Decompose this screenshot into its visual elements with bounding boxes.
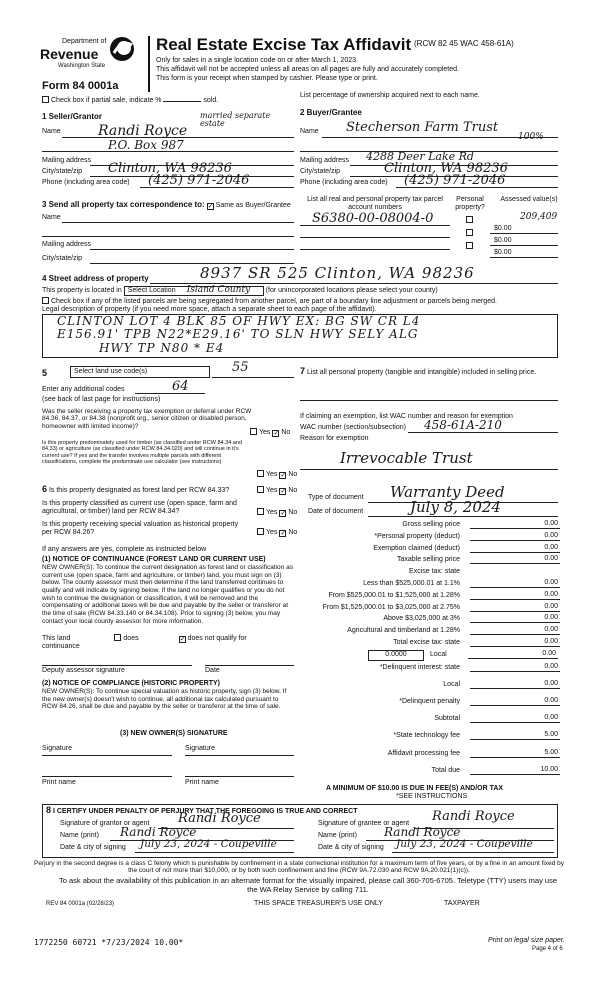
tax-total-label: Local [443,681,460,689]
s3-mail-label: Mailing address [42,241,92,248]
tax-total-row [300,749,560,760]
cert-heading: 8 I CERTIFY UNDER PENALTY OF PERJURY THAT THE FOREGOING IS TRUE AND CORRECT [46,805,358,815]
tax-value[interactable]: 0.00 [470,579,560,588]
tax-label: *Personal property (deduct) [374,532,460,540]
this-land-row: This land does ✓ does not qualify for [42,635,247,643]
current-use-yn: Yes ✓ No [257,508,297,517]
tax-row [300,603,560,614]
tax-total-row [300,680,560,691]
tax-total-row [300,714,560,725]
tax-value[interactable]: 0.00 [470,603,560,612]
additional-codes-field[interactable] [135,393,205,394]
additional-code: 64 [172,379,189,394]
owner-sig-2[interactable] [185,755,294,756]
grantor-sig-label: Signature of grantor or agent [60,820,150,827]
tax-total-row [300,731,560,742]
tax-label: Above $3,025,000 at 3% [383,615,460,623]
s7-heading: 7 List all personal property (tangible and intangible) included in selling price. [300,366,537,376]
assessed-3[interactable]: $0.00 [490,249,558,258]
tax-total-value[interactable]: 0.00 [470,714,560,723]
see-instr: *SEE INSTRUCTIONS [396,793,468,800]
tax-total-label: Total due [431,766,460,774]
legal-label: Legal description of property (if you need more space, attach a separate sheet to each page of the affidavit). [42,306,377,313]
grantee-dc-field[interactable] [392,852,554,853]
s3-mail-field[interactable] [90,249,294,250]
s3-heading: 3 Send all property tax correspondence to: ✓ Same as Buyer/Grantee [42,200,291,210]
legal-description-box[interactable] [42,314,558,358]
see-instructions: (see back of last page for instructions) [42,396,161,403]
deputy-sig-label: Deputy assessor signature [42,667,125,674]
tax-value[interactable]: 0.00 [470,591,560,600]
same-as-buyer-checkbox[interactable]: ✓ [207,203,214,210]
s6-q2: Is this property classified as current use (open space, farm and agricultural, or timber) land per RCW 84.34? [42,500,237,516]
tax-row [300,567,560,578]
tax-label: Excise tax: state [409,568,460,576]
tax-total-label: Affidavit processing fee [387,749,460,757]
assessed-1-hw: 209,409 [520,212,558,222]
historic-yes[interactable] [257,528,264,535]
seller-status: married separate estate [200,111,271,128]
seller-name: Randi Royce [98,123,188,139]
tax-total-label: Subtotal [434,715,460,723]
tax-label: Taxable selling price [396,556,460,564]
treasurer-note: THIS SPACE TREASURER'S USE ONLY [254,900,383,907]
subtitle-1: Only for sales in a single location code on or after March 1, 2023. [156,57,358,64]
assessed-1[interactable]: $0.00 [490,225,558,234]
owner-sig-2-label: Signature [185,745,215,752]
local-label: Local [430,651,447,658]
tax-value[interactable]: 0.00 [470,638,560,647]
personal-header: Personal property? [455,196,485,212]
legal-line-2: E156.91' TPB N22*E29.16' TO SLN HWY SELY ALG [57,327,419,341]
seller-name-label: Name [42,128,61,135]
tax-total-value[interactable]: 0.00 [470,680,560,689]
dept-revenue: Revenue [40,46,99,62]
current-use-no[interactable]: ✓ [280,510,287,517]
exemption-question: Was the seller receiving a property tax exemption or deferral under RCW 84.36, 84.37, or 84.38 (nonprofit org., senior citizen or disabled person, homeowner with limited income)? [42,408,252,430]
grantor-dc-field[interactable] [135,852,294,853]
seller-po-box: P.O. Box 987 [108,138,184,152]
tax-value[interactable]: 0.00 [470,614,560,623]
seller-phone-label: Phone (including area code) [42,179,130,186]
tax-row [300,544,560,555]
legal-line-3: HWY TP N80 * E4 [99,341,225,355]
segregation-row: Check box if any of the listed parcels are being segregated from another parcel, are part of a boundary line adjustment or parcels being merged. [42,297,497,306]
wac-number: 458-61A-210 [424,418,502,432]
partial-sale: Check box if partial sale, indicate % sold. [42,96,218,105]
notice-2-text: NEW OWNER(S): To continue special valuation as historic property, sign (3) below. If the new owner(s) doesn't wish to continue, all additional tax calculated pursuant to RCW 84.26, shall be due and payable by the seller or transferor at the time of sale. [42,688,287,711]
buyer-name-label: Name [300,128,319,135]
s3-name-field-2[interactable] [42,236,294,237]
street-address: 8937 SR 525 Clinton, WA 98236 [200,264,475,282]
deputy-date-field[interactable] [205,665,294,666]
tax-total-label: *Delinquent penalty [399,698,460,706]
tax-row [300,579,560,590]
tax-total-value[interactable]: 10.00 [470,766,560,775]
seller-heading: 1 Seller/Grantor [42,112,103,121]
percent-field[interactable] [163,101,201,102]
tax-label: Total excise tax: state [393,639,460,646]
tax-value[interactable]: 0.00 [470,520,560,529]
notice-1-heading: (1) NOTICE OF CONTINUANCE (FOREST LAND OR CURRENT USE) [42,556,266,563]
tax-label: Gross selling price [402,521,460,528]
buyer-mail: 4288 Deer Lake Rd [366,150,474,163]
s6-q1: 6 Is this property designated as forest land per RCW 84.33? [42,484,230,494]
land-use-underline [212,377,294,378]
forest-yes[interactable] [257,486,264,493]
grantee-dc-label: Date & city of signing [318,844,384,851]
personal-property-field[interactable] [300,400,558,401]
notice-3-heading: (3) NEW OWNER(S) SIGNATURE [120,730,228,737]
notice-2-heading: (2) NOTICE OF COMPLIANCE (HISTORIC PROPERTY) [42,680,220,687]
rev-number: REV 84 0001a (02/28/23) [46,901,115,907]
doc-type: Warranty Deed [390,483,505,501]
owner-pn-2-label: Print name [185,779,219,786]
reason-text: Irrevocable Trust [340,449,473,467]
s3-name-label: Name [42,214,61,221]
parcel-number: S6380-00-08004-0 [312,211,434,226]
tax-row [300,638,560,649]
additional-codes-label: Enter any additional codes [42,386,125,393]
tax-total-value[interactable]: 5.00 [470,749,560,758]
forest-no[interactable]: ✓ [280,488,287,495]
parcel-field-2[interactable] [300,237,450,238]
tax-total-row [300,697,560,708]
dept-of: Department of [62,38,107,45]
grantor-sig: Randi Royce [178,811,261,826]
owner-sig-1-label: Signature [42,745,72,752]
perjury-note: Perjury in the second degree is a class C felony which is punishable by confinement in a state correctional institution for a maximum term of five years, or by a fine in an amount fixed by the court of not more than $10,000, or by both such confinement and fine (RCW 9A.72.030 and RCW 9A.20.021(1)(c)). [34,860,565,875]
page-number: Page 4 of 6 [532,946,563,952]
buyer-mail-label: Mailing address [300,157,350,164]
location-select[interactable]: Select Location Island County [124,286,264,296]
deputy-sig-field[interactable] [42,665,192,666]
tax-value[interactable]: 0.00 [470,532,560,541]
receipt-stamp: 1772250 60721 *7/23/2024 10.00* [34,938,184,947]
reason-label: Reason for exemption [300,435,369,442]
grantee-np: Randi Royce [384,825,461,839]
does-not-qualify-checkbox[interactable]: ✓ [179,636,186,643]
seller-city: Clinton, WA 98236 [108,161,232,176]
tax-label: From $525,000.01 to $1,525,000 at 1.28% [328,591,460,599]
timber-yn: Yes ✓ No [257,470,297,479]
owner-pn-1[interactable] [42,776,172,777]
local-value: 0.00 [468,650,558,659]
owner-pn-1-label: Print name [42,779,76,786]
alt-format-note: To ask about the availability of this publication in an alternate format for the visually impaired, please call 360-705-6705. Teletype (TTY) users may use the WA Relay Service by calling 711. [58,876,558,894]
dor-logo [40,30,140,78]
grantor-dc-label: Date & city of signing [60,844,126,851]
buyer-city-label: City/state/zip [300,168,341,175]
tax-total-label: *Delinquent interest: state [379,664,460,671]
tax-row [300,520,560,531]
tax-label: From $1,525,000.01 to $3,025,000 at 2.75% [322,603,460,611]
exempt-label: If claiming an exemption, list WAC number and reason for exemption [300,413,513,420]
timber-question: Is this property predominately used for timber (as classified under RCW 84.34 and 84.33) or agriculture (as classified under RCW 84.34.020) and will continue in it's current use? If yes and the transfer involves multiple parcels with different classifications, complete the predominate use calculator (see instructions) [42,440,242,465]
continuance-label: continuance [42,643,80,650]
buyer-phone: (425) 971-2046 [404,173,506,188]
seller-phone: (425) 971-2046 [148,173,250,188]
grantor-np: Randi Royce [120,825,197,839]
exemption-no[interactable]: ✓ [273,430,280,437]
historic-no[interactable]: ✓ [280,530,287,537]
dor-swirl-icon [108,35,136,63]
tax-row [300,626,560,637]
parcel-field-3[interactable] [300,249,450,250]
s6-q3: Is this property receiving special valuation as historical property per RCW 84.26? [42,521,239,537]
tax-total-row [300,663,560,674]
exemption-yes[interactable] [250,428,257,435]
tax-row [300,532,560,543]
deputy-date-label: Date [205,667,220,674]
buyer-heading: 2 Buyer/Grantee [300,108,362,117]
doc-type-label: Type of document [308,494,364,501]
does-qualify-checkbox[interactable] [114,634,121,641]
seller-city-label: City/state/zip [42,168,83,175]
tax-total-value[interactable]: 5.00 [470,731,560,740]
grantee-sig-label: Signature of grantee or agent [318,820,410,827]
dept-state: Washington State [58,63,106,69]
personal-checkbox-2[interactable] [466,229,473,236]
legal-line-1: CLINTON LOT 4 BLK 85 OF HWY EX: BG SW CR L4 [57,314,421,328]
legal-paper-note: Print on legal size paper. [488,937,565,944]
tax-total-label: *State technology fee [393,732,460,740]
current-use-yes[interactable] [257,508,264,515]
partial-sale-checkbox[interactable] [42,96,49,103]
taxpayer-note: TAXPAYER [444,900,480,907]
buyer-name: Stecherson Farm Trust [346,120,499,135]
tax-label: Less than $525,000.01 at 1.1% [363,580,460,587]
tax-row [300,614,560,625]
timber-no[interactable]: ✓ [280,472,287,479]
tax-label: Exemption claimed (deduct) [373,544,460,552]
s3-city-label: City/state/zip [42,255,83,262]
owner-sig-1[interactable] [42,755,172,756]
land-use-code: 55 [232,360,249,375]
historic-yn: Yes ✓ No [257,528,297,537]
street-address-field[interactable] [150,283,558,284]
buyer-city: Clinton, WA 98236 [384,161,508,176]
assessed-2[interactable]: $0.00 [490,237,558,246]
subtitle-2: This affidavit will not be accepted unless all areas on all pages are fully and accurately completed. [156,66,459,73]
s5-num: 5 [42,368,48,378]
header-divider [148,36,150,92]
parcel-header: List all real and personal property tax parcel account numbers [307,196,443,212]
s3-name-field[interactable] [62,222,294,223]
s4-heading: 4 Street address of property [42,274,149,283]
subtitle-3: This form is your receipt when stamped by cashier. Please type or print. [156,75,378,82]
minimum-note: A MINIMUM OF $10.00 IS DUE IN FEE(S) AND/OR TAX [326,785,504,792]
ownership-note: List percentage of ownership acquired next to each name. [300,92,480,99]
form-title: Real Estate Excise Tax Affidavit [156,35,412,54]
notice-1-text: NEW OWNER(S): To continue the current designation as forest land or classification as current use (open space, farm and agriculture, or timber) land, you must sign on (3) below. The county assessor must then determine if the land transferred continues to qualify and will indicate by signing below. If the land no longer qualifies or you do not wish to continue the designation or classification, it will be removed and the compensating or additional taxes will be due and payable by the seller or transferor at the time of sale (RCW 84.33.140 or 84.34.108). Prior to signing (3) below, you may contact your local county assessor for more information. [42,564,293,625]
personal-checkbox-1[interactable] [466,216,473,223]
grantee-np-label: Name (print) [318,832,357,839]
form-rcw: (RCW 82 45 WAC 458-61A) [414,39,514,48]
grantor-dc: July 23, 2024 - Coupeville [140,838,277,850]
grantee-sig: Randi Royce [432,809,515,824]
tax-label: Agricultural and timberland at 1.28% [347,627,460,635]
tax-value[interactable]: 0.00 [470,626,560,635]
tax-total-row [300,766,560,777]
tax-total-value[interactable]: 0.00 [470,663,560,672]
if-yes-note: If any answers are yes, complete as instructed below [42,546,207,553]
land-use-select[interactable]: Select land use code(s) [70,366,210,378]
wac-label: WAC number (section/subsection) [300,424,406,431]
exemption-yn: Yes ✓ No [250,428,290,437]
tax-row [300,555,560,566]
buyer-phone-label: Phone (including area code) [300,179,388,186]
grantor-np-label: Name (print) [60,832,99,839]
seller-mail-label: Mailing address [42,157,92,164]
segregation-checkbox[interactable] [42,297,49,304]
local-rate-box[interactable]: 0.0000 [368,650,424,661]
grantee-dc: July 23, 2024 - Coupeville [396,838,533,850]
buyer-percent: 100% [518,132,544,142]
personal-checkbox-3[interactable] [466,242,473,249]
assessed-header: Assessed value(s) [500,196,558,203]
located-row: This property is located in Select Location Island County (for unincorporated locations please select your county) [42,285,438,295]
tax-total-value[interactable]: 0.00 [470,697,560,706]
timber-yes[interactable] [257,470,264,477]
forest-yn: Yes ✓ No [257,486,297,495]
tax-row [300,591,560,602]
owner-pn-2[interactable] [185,776,294,777]
reason-field[interactable] [300,469,558,470]
tax-value[interactable]: 0.00 [470,555,560,564]
doc-date-label: Date of document [308,508,364,515]
local-row [300,650,558,662]
doc-date: July 8, 2024 [410,498,501,516]
form-number: Form 84 0001a [42,80,119,92]
tax-value[interactable]: 0.00 [470,544,560,553]
